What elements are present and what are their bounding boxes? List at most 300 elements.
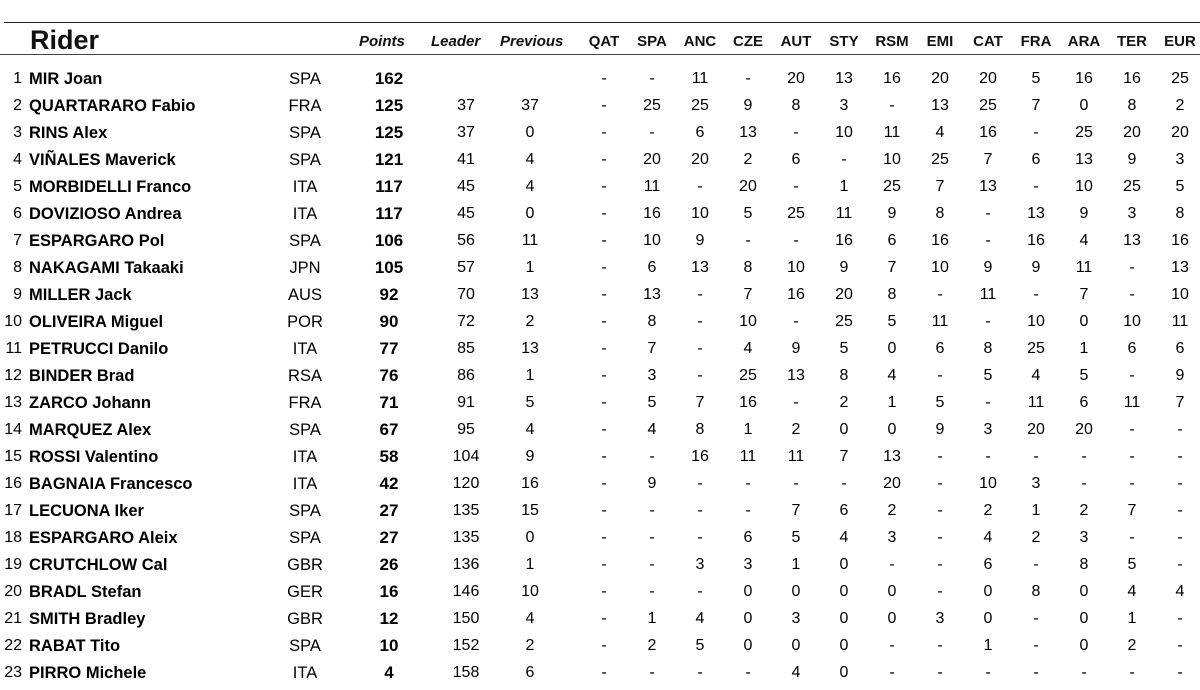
race-result-cell: 3 [887, 529, 897, 546]
race-result-cell: 4 [1127, 583, 1137, 600]
race-result-cell: 16 [1171, 232, 1189, 249]
race-result-cell: - [649, 556, 655, 573]
position-cell: 12 [4, 367, 22, 384]
race-header-anc: ANC [683, 33, 717, 50]
race-result-cell: - [1081, 664, 1087, 681]
race-header-fra: FRA [1020, 33, 1052, 50]
race-result-cell: - [649, 583, 655, 600]
race-result-cell: - [649, 664, 655, 681]
race-header-ara: ARA [1067, 33, 1101, 50]
points-cell: 90 [379, 312, 399, 331]
leader-gap-cell: 37 [457, 97, 475, 114]
race-header-emi: EMI [926, 33, 954, 50]
race-result-cell: 5 [839, 340, 849, 357]
race-result-cell: - [601, 232, 607, 249]
race-result-cell: 3 [935, 610, 945, 627]
previous-gap-cell: 4 [525, 421, 535, 438]
race-result-cell: 13 [1171, 259, 1189, 276]
race-result-cell: - [601, 610, 607, 627]
race-result-cell: - [601, 556, 607, 573]
race-result-cell: 1 [647, 610, 657, 627]
position-cell: 7 [13, 232, 22, 249]
race-result-cell: 11 [979, 286, 997, 303]
nation-cell: GBR [287, 556, 323, 574]
race-result-cell: - [601, 502, 607, 519]
nation-cell: ITA [292, 664, 318, 682]
rider-name-cell: ROSSI Valentino [29, 448, 159, 466]
previous-gap-cell: 10 [521, 583, 539, 600]
race-result-cell: 25 [979, 97, 997, 114]
race-result-cell: 4 [1175, 583, 1185, 600]
race-result-cell: 25 [883, 178, 901, 195]
race-result-cell: 9 [839, 259, 849, 276]
race-result-cell: - [601, 421, 607, 438]
race-result-cell: 20 [643, 151, 661, 168]
race-result-cell: 5 [647, 394, 657, 411]
rider-name-cell: RABAT Tito [29, 637, 121, 655]
race-result-cell: - [649, 70, 655, 87]
race-result-cell: - [697, 367, 703, 384]
race-result-cell: - [697, 529, 703, 546]
previous-gap-cell: 16 [521, 475, 539, 492]
position-cell: 11 [5, 340, 22, 357]
position-cell: 19 [4, 556, 22, 573]
rider-name-cell: MARQUEZ Alex [29, 421, 152, 439]
race-result-cell: 4 [695, 610, 705, 627]
race-result-cell: - [1033, 664, 1039, 681]
position-cell: 6 [13, 205, 22, 222]
race-result-cell: - [1129, 367, 1135, 384]
points-cell: 162 [374, 69, 404, 88]
race-result-cell: 7 [983, 151, 993, 168]
race-result-cell: 10 [787, 259, 805, 276]
leader-gap-cell: 85 [457, 340, 475, 357]
rider-name-cell: VIÑALES Maverick [29, 151, 176, 169]
nation-cell: ITA [292, 448, 318, 466]
race-result-cell: - [697, 475, 703, 492]
race-result-cell: - [937, 286, 943, 303]
race-result-cell: 5 [1031, 70, 1041, 87]
race-result-cell: 3 [647, 367, 657, 384]
previous-gap-cell: 15 [521, 502, 539, 519]
race-result-cell: 11 [691, 70, 709, 87]
race-result-cell: 7 [935, 178, 945, 195]
race-result-cell: 13 [979, 178, 997, 195]
race-result-cell: - [841, 475, 847, 492]
race-result-cell: - [793, 124, 799, 141]
header-rule [0, 54, 1200, 55]
race-result-cell: 8 [743, 259, 753, 276]
race-result-cell: - [1129, 286, 1135, 303]
race-result-cell: 10 [1027, 313, 1045, 330]
rider-name-cell: LECUONA Iker [29, 502, 144, 520]
race-result-cell: 9 [983, 259, 993, 276]
race-result-cell: - [745, 475, 751, 492]
race-result-cell: 1 [791, 556, 801, 573]
race-result-cell: 1 [839, 178, 849, 195]
previous-gap-cell: 13 [521, 340, 539, 357]
race-result-cell: 5 [743, 205, 753, 222]
race-result-cell: 11 [1123, 394, 1141, 411]
race-result-cell: 16 [931, 232, 949, 249]
points-cell: 92 [379, 285, 399, 304]
race-result-cell: - [1177, 664, 1183, 681]
race-result-cell: - [1177, 529, 1183, 546]
leader-header: Leader [431, 33, 481, 50]
nation-cell: ITA [292, 475, 318, 493]
race-result-cell: - [1081, 448, 1087, 465]
race-result-cell: 6 [791, 151, 801, 168]
race-result-cell: 2 [983, 502, 993, 519]
race-result-cell: 0 [983, 610, 993, 627]
nation-cell: SPA [289, 529, 321, 547]
leader-gap-cell: 104 [452, 448, 480, 465]
leader-gap-cell: 135 [452, 502, 480, 519]
race-result-cell: 16 [1075, 70, 1093, 87]
race-result-cell: - [601, 205, 607, 222]
race-result-cell: - [649, 124, 655, 141]
race-result-cell: 13 [739, 124, 757, 141]
race-result-cell: 10 [883, 151, 901, 168]
race-result-cell: 7 [1127, 502, 1137, 519]
rider-name-cell: ZARCO Johann [29, 394, 151, 412]
race-result-cell: 6 [1175, 340, 1185, 357]
previous-gap-cell: 4 [525, 151, 535, 168]
race-result-cell: 20 [883, 475, 901, 492]
position-cell: 16 [4, 475, 22, 492]
race-result-cell: 8 [695, 421, 705, 438]
position-cell: 1 [13, 70, 22, 87]
previous-gap-cell: 2 [525, 313, 535, 330]
race-result-cell: - [601, 151, 607, 168]
race-result-cell: 0 [839, 556, 849, 573]
race-result-cell: 2 [839, 394, 849, 411]
race-result-cell: 10 [931, 259, 949, 276]
race-result-cell: - [601, 340, 607, 357]
previous-gap-cell: 13 [521, 286, 539, 303]
race-result-cell: 9 [1175, 367, 1185, 384]
race-result-cell: 2 [1127, 637, 1137, 654]
race-header-aut: AUT [780, 33, 812, 50]
points-cell: 10 [379, 636, 399, 655]
position-cell: 13 [4, 394, 22, 411]
leader-gap-cell: 91 [457, 394, 475, 411]
race-result-cell: 5 [1127, 556, 1137, 573]
race-result-cell: 6 [935, 340, 945, 357]
race-result-cell: - [793, 475, 799, 492]
position-cell: 18 [4, 529, 22, 546]
race-result-cell: - [1177, 556, 1183, 573]
race-result-cell: - [937, 502, 943, 519]
race-result-cell: 20 [1027, 421, 1045, 438]
race-result-cell: 7 [791, 502, 801, 519]
race-result-cell: 25 [1171, 70, 1189, 87]
rider-name-cell: BINDER Brad [29, 367, 135, 385]
points-cell: 117 [375, 204, 403, 223]
race-result-cell: 11 [739, 448, 757, 465]
nation-cell: GER [287, 583, 323, 601]
race-result-cell: - [1177, 448, 1183, 465]
race-result-cell: 10 [979, 475, 997, 492]
race-result-cell: 16 [883, 70, 901, 87]
leader-gap-cell: 150 [452, 610, 480, 627]
race-result-cell: 8 [1175, 205, 1185, 222]
race-result-cell: 5 [695, 637, 705, 654]
points-cell: 42 [379, 474, 399, 493]
points-cell: 125 [374, 96, 404, 115]
rider-name-cell: MILLER Jack [29, 286, 132, 304]
race-result-cell: 9 [887, 205, 897, 222]
leader-gap-cell: 86 [457, 367, 475, 384]
race-result-cell: - [1177, 502, 1183, 519]
points-cell: 58 [379, 447, 399, 466]
race-result-cell: 2 [791, 421, 801, 438]
rider-name-cell: CRUTCHLOW Cal [29, 556, 168, 574]
rider-name-cell: OLIVEIRA Miguel [29, 313, 164, 331]
race-header-cze: CZE [733, 33, 763, 50]
race-result-cell: - [937, 556, 943, 573]
race-result-cell: 16 [787, 286, 805, 303]
race-result-cell: - [985, 313, 991, 330]
race-header-sty: STY [829, 33, 859, 50]
nation-cell: SPA [289, 124, 321, 142]
race-result-cell: 3 [983, 421, 993, 438]
race-result-cell: - [1129, 259, 1135, 276]
race-result-cell: 6 [1031, 151, 1041, 168]
points-cell: 26 [379, 555, 399, 574]
previous-gap-cell: 0 [525, 529, 535, 546]
rider-name-cell: PIRRO Michele [29, 664, 147, 682]
previous-gap-cell: 4 [525, 610, 535, 627]
position-cell: 3 [13, 124, 22, 141]
leader-gap-cell: 37 [457, 124, 475, 141]
position-cell: 10 [4, 313, 22, 330]
race-result-cell: - [697, 664, 703, 681]
race-result-cell: - [601, 664, 607, 681]
race-result-cell: 25 [931, 151, 949, 168]
race-result-cell: - [889, 637, 895, 654]
race-result-cell: 0 [839, 610, 849, 627]
race-result-cell: 13 [643, 286, 661, 303]
race-result-cell: - [697, 178, 703, 195]
nation-cell: ITA [292, 205, 318, 223]
race-result-cell: 13 [1075, 151, 1093, 168]
race-result-cell: - [937, 664, 943, 681]
race-result-cell: 25 [835, 313, 853, 330]
race-result-cell: 9 [695, 232, 705, 249]
race-result-cell: - [985, 205, 991, 222]
leader-gap-cell: 41 [457, 151, 475, 168]
race-result-cell: - [1081, 475, 1087, 492]
race-result-cell: 6 [983, 556, 993, 573]
race-result-cell: - [1177, 610, 1183, 627]
nation-cell: FRA [288, 97, 322, 115]
leader-gap-cell: 152 [452, 637, 480, 654]
race-result-cell: 10 [691, 205, 709, 222]
race-result-cell: 20 [1171, 124, 1189, 141]
nation-cell: ITA [292, 340, 318, 358]
race-result-cell: - [1033, 178, 1039, 195]
leader-gap-cell: 158 [452, 664, 480, 681]
race-result-cell: 0 [887, 583, 897, 600]
race-result-cell: 0 [839, 664, 849, 681]
position-cell: 9 [13, 286, 22, 303]
race-result-cell: 1 [743, 421, 753, 438]
race-result-cell: 16 [739, 394, 757, 411]
rider-name-cell: BAGNAIA Francesco [29, 475, 193, 493]
race-result-cell: 10 [835, 124, 853, 141]
race-result-cell: 0 [791, 637, 801, 654]
race-result-cell: - [1129, 448, 1135, 465]
rider-name-cell: MORBIDELLI Franco [29, 178, 192, 196]
leader-gap-cell: 45 [457, 178, 475, 195]
race-result-cell: 20 [739, 178, 757, 195]
race-result-cell: - [697, 313, 703, 330]
points-header: Points [359, 33, 405, 50]
race-result-cell: 1 [1031, 502, 1041, 519]
race-result-cell: - [1177, 637, 1183, 654]
position-cell: 2 [13, 97, 22, 114]
race-result-cell: - [985, 448, 991, 465]
race-result-cell: 8 [887, 286, 897, 303]
race-result-cell: 5 [983, 367, 993, 384]
race-result-cell: - [1033, 610, 1039, 627]
race-result-cell: 2 [1031, 529, 1041, 546]
previous-gap-cell: 1 [525, 259, 535, 276]
nation-cell: FRA [288, 394, 322, 412]
race-result-cell: 5 [887, 313, 897, 330]
race-result-cell: 11 [643, 178, 661, 195]
nation-cell: SPA [289, 70, 321, 88]
race-result-cell: 3 [1175, 151, 1185, 168]
points-cell: 76 [379, 366, 399, 385]
race-result-cell: 4 [839, 529, 849, 546]
race-result-cell: 3 [1127, 205, 1137, 222]
nation-cell: JPN [289, 259, 321, 277]
race-result-cell: 0 [887, 610, 897, 627]
nation-cell: SPA [289, 232, 321, 250]
race-result-cell: 0 [1079, 97, 1089, 114]
previous-gap-cell: 5 [525, 394, 535, 411]
race-result-cell: - [1129, 421, 1135, 438]
race-result-cell: - [601, 394, 607, 411]
nation-cell: SPA [289, 637, 321, 655]
race-result-cell: 5 [1079, 367, 1089, 384]
race-result-cell: 3 [791, 610, 801, 627]
race-result-cell: - [985, 232, 991, 249]
race-result-cell: 9 [1127, 151, 1137, 168]
race-result-cell: 2 [647, 637, 657, 654]
race-result-cell: 0 [743, 583, 753, 600]
race-result-cell: 8 [1127, 97, 1137, 114]
race-result-cell: 3 [695, 556, 705, 573]
position-cell: 23 [4, 664, 22, 681]
race-result-cell: 6 [743, 529, 753, 546]
race-result-cell: 0 [839, 637, 849, 654]
race-result-cell: - [937, 367, 943, 384]
race-result-cell: - [1033, 124, 1039, 141]
race-result-cell: 7 [1079, 286, 1089, 303]
race-result-cell: - [793, 313, 799, 330]
race-result-cell: 9 [1031, 259, 1041, 276]
rider-name-cell: NAKAGAMI Takaaki [29, 259, 184, 277]
position-cell: 20 [4, 583, 22, 600]
race-result-cell: - [649, 448, 655, 465]
race-result-cell: 25 [787, 205, 805, 222]
race-result-cell: 5 [1175, 178, 1185, 195]
nation-cell: SPA [289, 151, 321, 169]
position-cell: 8 [13, 259, 22, 276]
race-header-qat: QAT [588, 33, 620, 50]
race-result-cell: 4 [983, 529, 993, 546]
race-result-cell: 13 [1027, 205, 1045, 222]
leader-gap-cell: 45 [457, 205, 475, 222]
race-result-cell: 9 [935, 421, 945, 438]
points-cell: 106 [374, 231, 404, 250]
race-result-cell: - [697, 502, 703, 519]
race-result-cell: 0 [983, 583, 993, 600]
race-result-cell: 25 [1027, 340, 1045, 357]
rider-name-cell: DOVIZIOSO Andrea [29, 205, 182, 223]
race-result-cell: 7 [1031, 97, 1041, 114]
race-result-cell: 2 [1175, 97, 1185, 114]
race-result-cell: 0 [791, 583, 801, 600]
race-result-cell: - [1129, 475, 1135, 492]
race-result-cell: - [601, 124, 607, 141]
race-result-cell: - [697, 340, 703, 357]
race-result-cell: 7 [743, 286, 753, 303]
nation-cell: SPA [289, 502, 321, 520]
nation-cell: POR [287, 313, 323, 331]
race-result-cell: 0 [743, 637, 753, 654]
previous-gap-cell: 6 [525, 664, 535, 681]
nation-cell: SPA [289, 421, 321, 439]
race-result-cell: 5 [935, 394, 945, 411]
race-result-cell: - [601, 97, 607, 114]
race-result-cell: 6 [695, 124, 705, 141]
race-result-cell: 7 [839, 448, 849, 465]
race-result-cell: 7 [887, 259, 897, 276]
race-result-cell: 25 [691, 97, 709, 114]
race-result-cell: 0 [887, 421, 897, 438]
race-result-cell: - [697, 583, 703, 600]
race-result-cell: 8 [935, 205, 945, 222]
race-result-cell: - [745, 502, 751, 519]
race-result-cell: 9 [647, 475, 657, 492]
race-result-cell: 13 [835, 70, 853, 87]
top-rule [4, 22, 1200, 23]
race-result-cell: 2 [1079, 502, 1089, 519]
race-result-cell: 4 [743, 340, 753, 357]
race-result-cell: 4 [887, 367, 897, 384]
points-cell: 117 [375, 177, 403, 196]
race-result-cell: 20 [787, 70, 805, 87]
race-result-cell: 13 [787, 367, 805, 384]
race-result-cell: 0 [839, 583, 849, 600]
race-result-cell: 11 [931, 313, 949, 330]
previous-gap-cell: 1 [525, 556, 535, 573]
race-result-cell: 8 [791, 97, 801, 114]
race-result-cell: - [889, 97, 895, 114]
position-cell: 21 [4, 610, 22, 627]
race-result-cell: 8 [839, 367, 849, 384]
rider-name-cell: BRADL Stefan [29, 583, 142, 601]
race-result-cell: 13 [691, 259, 709, 276]
race-header-ter: TER [1117, 33, 1147, 50]
race-result-cell: 3 [1031, 475, 1041, 492]
race-header-rsm: RSM [875, 33, 909, 50]
position-cell: 17 [4, 502, 22, 519]
